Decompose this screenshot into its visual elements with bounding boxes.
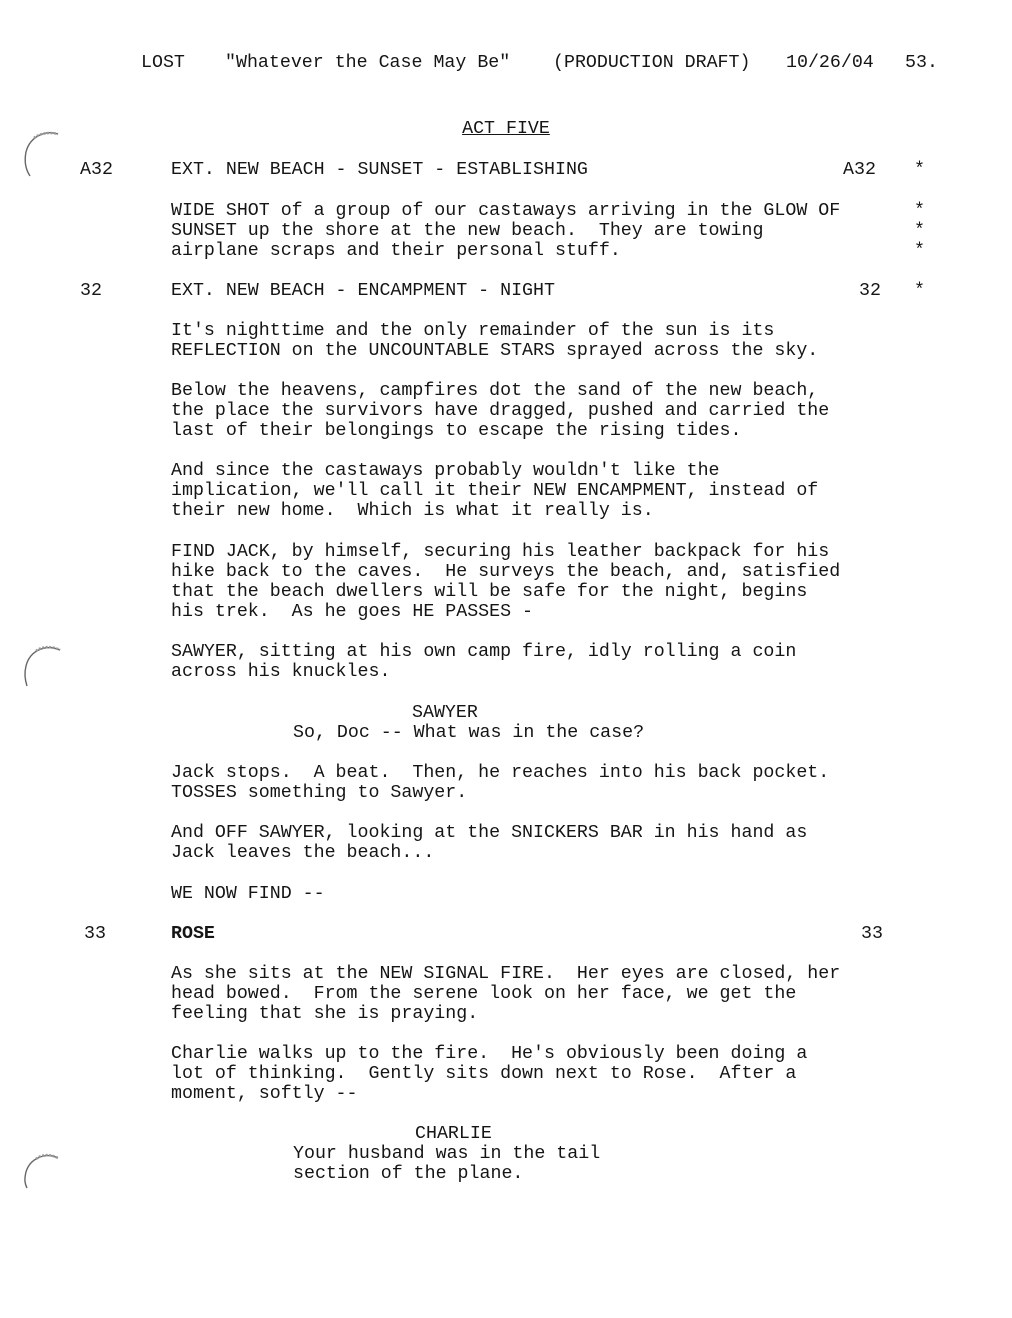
action-line: FIND JACK, by himself, securing his leather backpack for his [171, 542, 830, 562]
action-line: Below the heavens, campfires dot the sand of the new beach, [171, 381, 819, 401]
action-line: last of their belongings to escape the rising tides. [171, 421, 742, 441]
character-name: SAWYER [412, 703, 478, 723]
revision-mark: * [914, 281, 925, 301]
scene-heading: ROSE [171, 924, 215, 944]
scene-number-left: 32 [80, 281, 102, 301]
punch-hole-mark [18, 128, 68, 182]
act-title: ACT FIVE [462, 119, 550, 139]
scene-number-right: 32 [859, 281, 881, 301]
revision-mark: * [914, 241, 925, 261]
scene-heading: EXT. NEW BEACH - ENCAMPMENT - NIGHT [171, 281, 555, 301]
dialogue-line: section of the plane. [293, 1164, 524, 1184]
revision-mark: * [914, 221, 925, 241]
action-line: And since the castaways probably wouldn't like the [171, 461, 720, 481]
action-line: It's nighttime and the only remainder of the sun is its [171, 321, 775, 341]
header-show: LOST [141, 53, 185, 73]
header-draft: (PRODUCTION DRAFT) [553, 53, 751, 73]
action-line: across his knuckles. [171, 662, 391, 682]
revision-mark: * [914, 201, 925, 221]
action-line: TOSSES something to Sawyer. [171, 783, 468, 803]
action-line: feeling that she is praying. [171, 1004, 479, 1024]
action-line: Jack leaves the beach... [171, 843, 435, 863]
action-line: Jack stops. A beat. Then, he reaches into his back pocket. [171, 763, 830, 783]
action-line: the place the survivors have dragged, pushed and carried the [171, 401, 830, 421]
action-line: hike back to the caves. He surveys the beach, and, satisfied [171, 562, 841, 582]
scene-number-left: A32 [80, 160, 113, 180]
punch-hole-mark [18, 1150, 68, 1192]
header-date: 10/26/04 [786, 53, 874, 73]
action-line: their new home. Which is what it really is. [171, 501, 654, 521]
action-line: his trek. As he goes HE PASSES - [171, 602, 534, 622]
scene-number-right: 33 [861, 924, 883, 944]
action-line: SAWYER, sitting at his own camp fire, idly rolling a coin [171, 642, 797, 662]
dialogue-line: Your husband was in the tail [293, 1144, 601, 1164]
scene-heading: EXT. NEW BEACH - SUNSET - ESTABLISHING [171, 160, 588, 180]
header-page-number: 53. [905, 53, 938, 73]
scene-number-right: A32 [843, 160, 876, 180]
action-line: moment, softly -- [171, 1084, 358, 1104]
action-line: Charlie walks up to the fire. He's obviously been doing a [171, 1044, 808, 1064]
character-name: CHARLIE [415, 1124, 492, 1144]
action-line: REFLECTION on the UNCOUNTABLE STARS sprayed across the sky. [171, 341, 819, 361]
action-line: And OFF SAWYER, looking at the SNICKERS BAR in his hand as [171, 823, 808, 843]
revision-mark: * [914, 160, 925, 180]
action-line: that the beach dwellers will be safe for the night, begins [171, 582, 808, 602]
action-line: airplane scraps and their personal stuff. [171, 241, 621, 261]
header-episode-title: "Whatever the Case May Be" [225, 53, 511, 73]
scene-number-left: 33 [84, 924, 106, 944]
action-line: implication, we'll call it their NEW ENCAMPMENT, instead of [171, 481, 819, 501]
dialogue-line: So, Doc -- What was in the case? [293, 723, 645, 743]
action-line: head bowed. From the serene look on her face, we get the [171, 984, 797, 1004]
action-line: SUNSET up the shore at the new beach. They are towing [171, 221, 764, 241]
punch-hole-mark [18, 642, 68, 692]
action-line: WE NOW FIND -- [171, 884, 325, 904]
action-line: lot of thinking. Gently sits down next to Rose. After a [171, 1064, 797, 1084]
action-line: As she sits at the NEW SIGNAL FIRE. Her eyes are closed, her [171, 964, 841, 984]
action-line: WIDE SHOT of a group of our castaways arriving in the GLOW OF [171, 201, 841, 221]
